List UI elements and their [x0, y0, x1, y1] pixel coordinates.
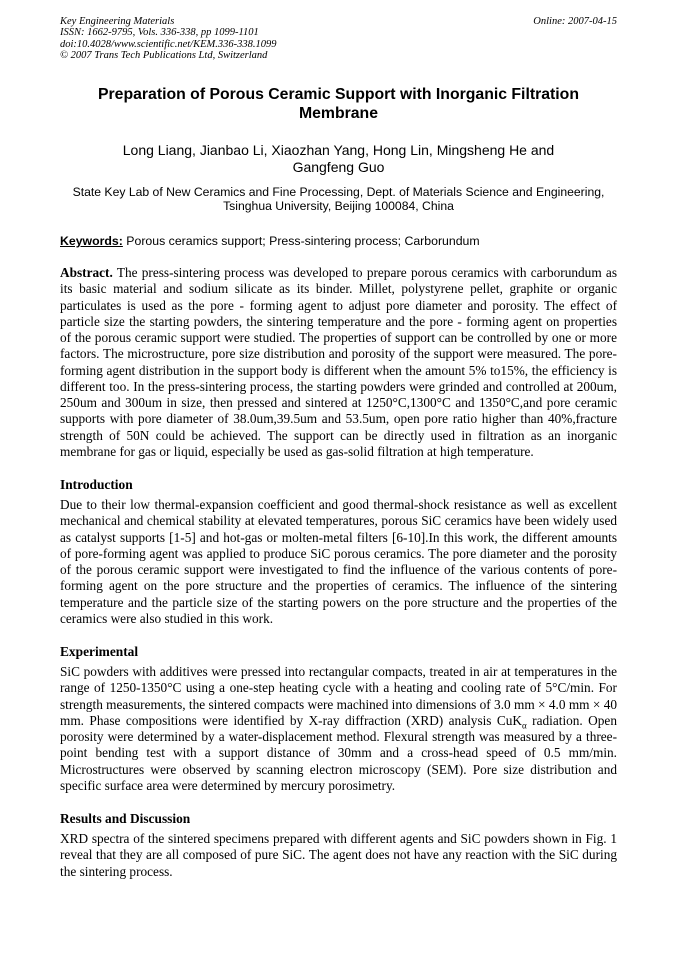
section-heading-experimental: Experimental: [60, 644, 139, 660]
abstract-text: The press-sintering process was developed to prepare porous ceramics with carborundum as its basic material and sodium silicate as its binder. Millet, polystyrene pellet, graphite or organic particulates is used as the pore - forming agent to adjust pore diameter and porosity. The effect of particle size the starting powders, the sintering temperature and the pore - forming agent on properties of the porous ceramic support were studied. The properties of support can be controlled by one or more factors. The microstructure, pore size distribution and porosity of the support were measured. The pore-forming agent distribution in the support body is different when the amount 5% to15%, the efficiency is different too. In the press-sintering process, the starting powders were grinded and controlled at 200um, 250um and 300um in size, then pressed and sintered at 1250°C,1300°C and 1350°C,and pore ceramic supports with pore diameter of 38.0um,39.5um and 53.5um, open pore ratio higher than 40%,fracture strength of 50N could be achieved. The support can be directly used in filtration as an inorganic membrane for gas or liquid, especially be used as gas-solid filtration at high temperature.: [60, 265, 617, 459]
affiliation-line: State Key Lab of New Ceramics and Fine Processing, Dept. of Materials Science and Engineering, Tsinghua University, Beijing 100084, China: [72, 185, 605, 214]
experimental-text-after: radiation. Open porosity were determined by a water-displacement method. Flexural strength was measured by a three-point bending test with a support distance of 30mm and a cross-head speed of 0.5 mm/min. Microstructures were observed by scanning electron microscopy (SEM). Pore size distribution and specific surface area were determined by mercury porosimetry.: [60, 712, 617, 793]
online-date: Online: 2007-04-15: [533, 16, 617, 27]
introduction-paragraph: Due to their low thermal-expansion coefficient and good thermal-shock resistance as well as excellent mechanical and chemical stability at elevated temperatures, porous SiC ceramics have been widely used as catalyst supports [1-5] and hot-gas or molten-metal filters [6-10].In this work, the different amounts of pore-forming agent was applied to produce SiC porous ceramics. The pore diameter and the porosity of the porous ceramic support were investigated to find the influence of the various contents of pore-forming agent on the pore structure and the properties of ceramics. The influence of the sintering temperature and the particle size of the starting powers on the pore structure and the properties of the ceramics were also studied in this work.: [60, 497, 617, 626]
section-heading-introduction: Introduction: [60, 477, 133, 493]
subscript-alpha: α: [522, 720, 527, 731]
experimental-text-before: SiC powders with additives were pressed into rectangular compacts, treated in air at temperatures in the range of 1250-1350°C using a one-step heating cycle with a heating and cooling rate of 5°C/min. For strength measurements, the sintered compacts were machined into dimensions of 3.0 mm × 4.0 mm × 40 mm. Phase compositions were identified by X-ray diffraction (XRD) analysis CuK: [60, 664, 617, 728]
keywords-label: Keywords:: [60, 234, 123, 249]
authors-line: Long Liang, Jianbao Li, Xiaozhan Yang, Hong Lin, Mingsheng He and Gangfeng Guo: [122, 142, 555, 175]
keywords-line: [60, 234, 617, 249]
results-paragraph: XRD spectra of the sintered specimens prepared with different agents and SiC powders shown in Fig. 1 reveal that they are all composed of pure SiC. The agent does not have any reaction with the SiC during the sintering process.: [60, 831, 617, 879]
paper-title: Preparation of Porous Ceramic Support with Inorganic Filtration Membrane: [98, 86, 579, 123]
keywords-text: Porous ceramics support; Press-sintering process; Carborundum: [126, 234, 480, 249]
issn-line: ISSN: 1662-9795, Vols. 336-338, pp 1099-1101: [60, 27, 259, 39]
doi-line: doi:10.4028/www.scientific.net/KEM.336-338.1099: [60, 38, 277, 50]
abstract-label: Abstract.: [60, 265, 113, 281]
publication-info: [60, 16, 277, 61]
journal-name: Key Engineering Materials: [60, 16, 175, 27]
copyright-line: © 2007 Trans Tech Publications Ltd, Switzerland: [60, 49, 268, 61]
abstract-paragraph: [60, 265, 617, 460]
section-heading-results: Results and Discussion: [60, 811, 191, 827]
publication-header: [60, 16, 617, 61]
experimental-paragraph: [60, 664, 617, 794]
